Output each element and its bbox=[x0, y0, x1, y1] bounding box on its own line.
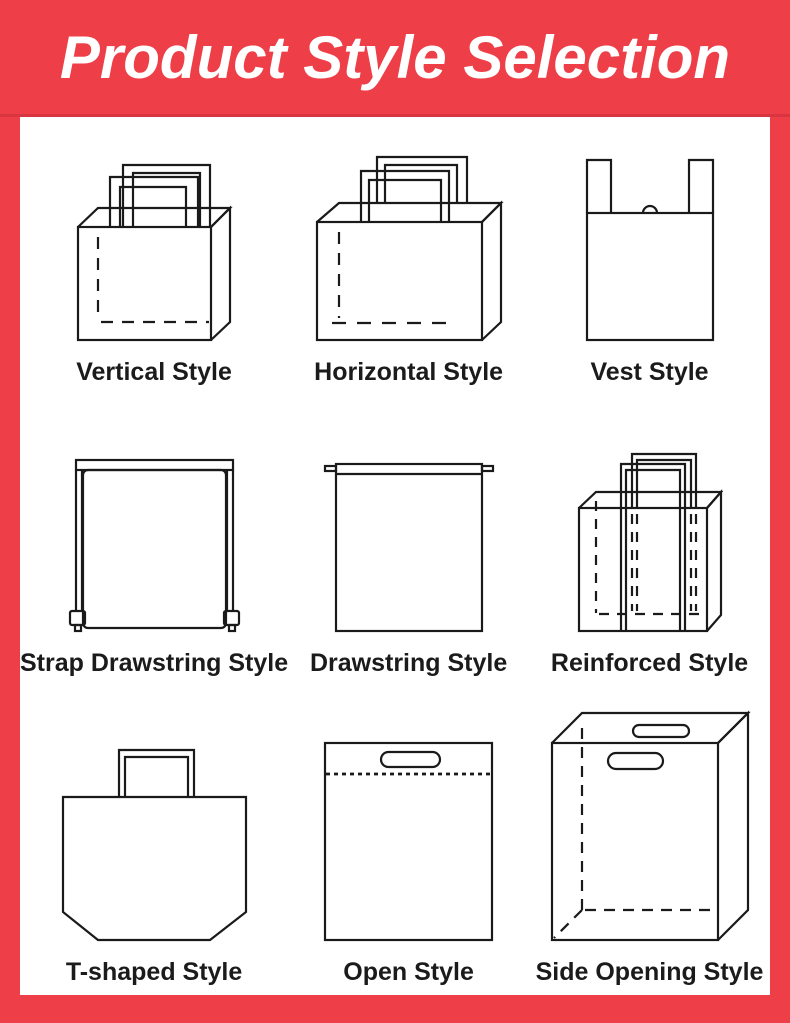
style-grid bbox=[20, 117, 770, 995]
style-label-strap-drawstring: Strap Drawstring Style bbox=[20, 649, 289, 677]
strap-drawstring-bag-icon bbox=[65, 455, 244, 637]
style-label-t-shaped: T-shaped Style bbox=[65, 958, 243, 986]
open-bag-icon bbox=[320, 738, 497, 946]
style-cell-horizontal bbox=[288, 117, 529, 395]
vest-bag-icon bbox=[582, 155, 718, 346]
style-cell-vest bbox=[529, 117, 770, 395]
style-label-vest: Vest Style bbox=[590, 358, 709, 386]
style-cell-vertical bbox=[20, 117, 288, 395]
style-label-vertical: Vertical Style bbox=[76, 358, 232, 386]
style-cell-t-shaped bbox=[20, 686, 288, 995]
style-cell-open bbox=[288, 686, 529, 995]
style-label-horizontal: Horizontal Style bbox=[314, 358, 504, 386]
style-cell-reinforced bbox=[529, 395, 770, 686]
page-header bbox=[0, 0, 790, 117]
drawstring-bag-icon bbox=[320, 459, 498, 637]
style-label-drawstring: Drawstring Style bbox=[309, 649, 508, 677]
style-cell-side-opening bbox=[529, 686, 770, 995]
t-shaped-bag-icon bbox=[58, 745, 251, 946]
horizontal-bag-icon bbox=[312, 152, 506, 346]
style-label-open: Open Style bbox=[343, 958, 474, 986]
reinforced-bag-icon bbox=[574, 449, 726, 637]
style-label-side-opening: Side Opening Style bbox=[535, 958, 764, 986]
style-cell-strap-drawstring bbox=[20, 395, 288, 686]
vertical-bag-icon bbox=[73, 158, 235, 346]
style-label-reinforced: Reinforced Style bbox=[550, 649, 749, 677]
style-cell-drawstring bbox=[288, 395, 529, 686]
page-title: Product Style Selection bbox=[59, 23, 731, 91]
side-opening-bag-icon bbox=[547, 708, 753, 946]
